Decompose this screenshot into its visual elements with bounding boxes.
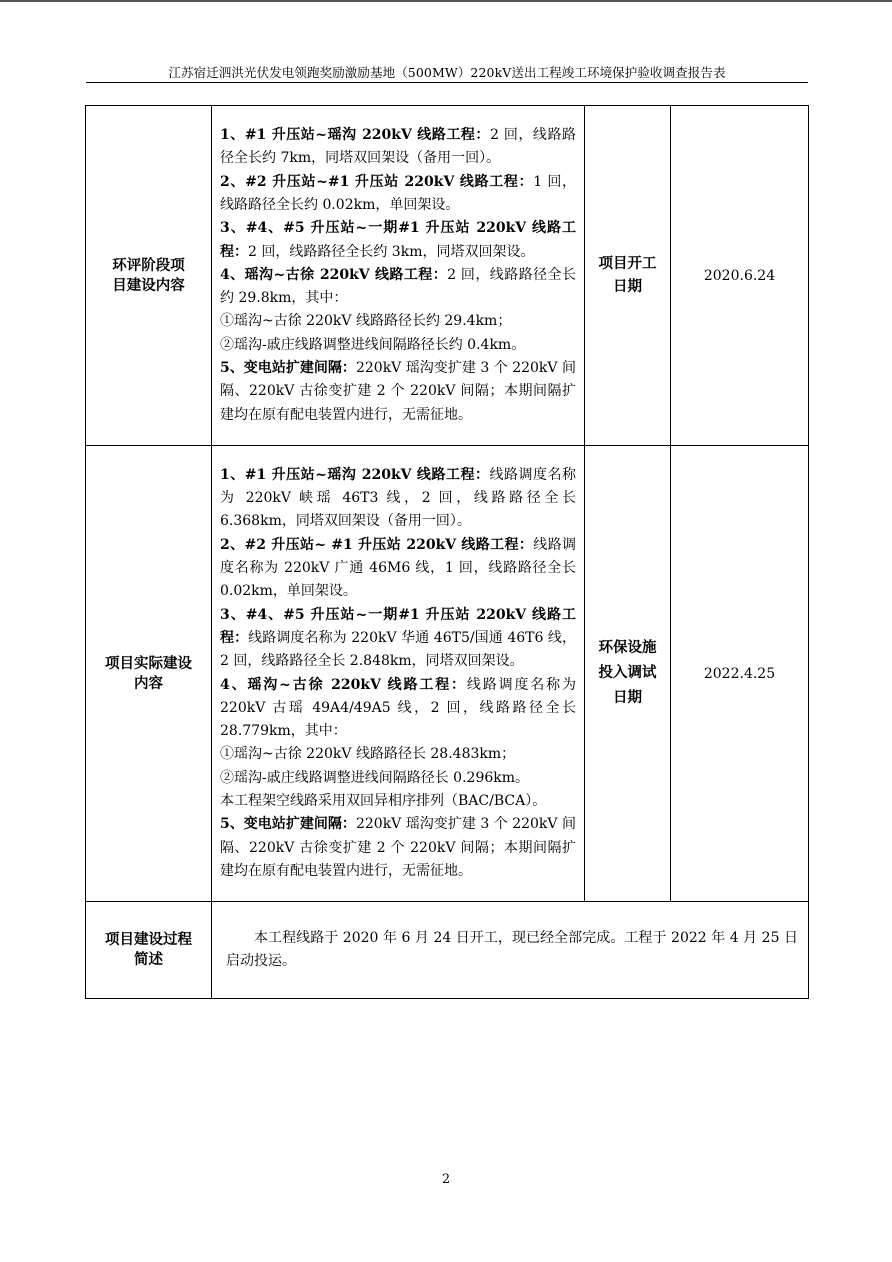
actual-content — [220, 464, 576, 883]
content-paragraph — [220, 534, 576, 604]
content-paragraph — [220, 813, 576, 883]
process-summary: 本工程线路于 2020 年 6 月 24 日开工，现已经全部完成。工程于 2022 年 4 月 25 日启动投运。 — [212, 902, 809, 999]
content-paragraph — [220, 767, 576, 790]
process-label-cell — [86, 902, 212, 999]
item-title: 3、#4、#5 升压站~一期#1 升压站 220kV 线路工程： — [220, 220, 576, 260]
start-date-cell — [671, 106, 809, 446]
actual-label-cell — [86, 446, 212, 902]
start-date-value: 2020.6.24 — [703, 267, 776, 284]
eia-content-cell — [212, 106, 585, 446]
commission-date-value: 2022.4.25 — [703, 665, 776, 682]
item-text: 线路调度名称为 220kV 华通 46T5/国通 46T6 线，2 回，线路路径全长 2.848km，同塔双回架设。 — [220, 629, 577, 670]
item-text: ①瑶沟~古徐 220kV 线路路径长 28.483km； — [220, 746, 516, 763]
actual-label: 项目实际建设内容 — [105, 655, 192, 692]
content-paragraph — [220, 357, 576, 427]
content-paragraph — [220, 743, 576, 766]
item-text: 1 回，线路路径全长约 0.02km，单回架设。 — [220, 173, 577, 213]
item-title: 2、#2 升压站~#1 升压站 220kV 线路工程： — [220, 173, 534, 190]
content-paragraph — [220, 790, 576, 813]
item-title: 3、#4、#5 升压站~一期#1 升压站 220kV 线路工程： — [220, 606, 576, 646]
start-date-label-cell — [585, 106, 671, 446]
commission-date-label: 环保设施投入调试日期 — [598, 640, 657, 706]
header-rule — [86, 82, 808, 83]
start-date-label: 项目开工日期 — [598, 255, 657, 295]
content-paragraph — [220, 124, 576, 171]
content-paragraph — [220, 171, 576, 218]
item-text: 线路调度名称为 220kV 广通 46M6 线，1 回，线路路径全长 0.02km，单回架设。 — [220, 536, 577, 600]
item-title: 5、变电站扩建间隔： — [220, 360, 356, 377]
content-paragraph — [220, 310, 576, 333]
item-text: 本工程架空线路采用双回异相序排列（BAC/BCA）。 — [220, 792, 547, 809]
item-title: 2、#2 升压站~ #1 升压站 220kV 线路工程： — [220, 536, 534, 553]
item-text: 2 回，线路路径全长约 3km，同塔双回架设。 — [248, 243, 535, 260]
actual-content-cell — [212, 446, 585, 902]
eia-row — [86, 106, 809, 446]
page-number: 2 — [441, 1172, 451, 1187]
item-title: 4、瑶沟~古徐 220kV 线路工程： — [220, 676, 467, 693]
item-text: 220kV 瑶沟变扩建 3 个 220kV 间隔、220kV 古徐变扩建 2 个 220kV 间隔；本期间隔扩建均在原有配电装置内进行，无需征地。 — [220, 816, 576, 879]
actual-row — [86, 446, 809, 902]
content-paragraph — [220, 674, 576, 744]
item-title: 1、#1 升压站~瑶沟 220kV 线路工程： — [220, 127, 490, 144]
process-label: 项目建设过程简述 — [105, 932, 192, 968]
item-title: 4、瑶沟~古徐 220kV 线路工程： — [220, 266, 448, 283]
item-text: 2 回，线路路径全长约 29.8km，其中： — [220, 266, 576, 307]
item-title: 5、变电站扩建间隔： — [220, 816, 356, 833]
item-text: ②瑶沟-戚庄线路调整进线间隔路径长 0.296km。 — [220, 769, 530, 786]
content-paragraph — [220, 264, 576, 311]
content-paragraph — [220, 334, 576, 357]
commission-date-cell — [671, 446, 809, 902]
eia-content — [220, 124, 576, 427]
content-paragraph — [220, 464, 576, 534]
page-top-border — [0, 0, 892, 2]
item-text: ①瑶沟~古徐 220kV 线路路径长约 29.4km； — [220, 313, 512, 330]
item-text: 220kV 瑶沟变扩建 3 个 220kV 间隔、220kV 古徐变扩建 2 个 220kV 间隔；本期间隔扩建均在原有配电装置内进行，无需征地。 — [220, 360, 576, 423]
item-text: ②瑶沟-戚庄线路调整进线间隔路径长约 0.4km。 — [220, 336, 526, 353]
eia-label: 环评阶段项目建设内容 — [112, 257, 185, 294]
eia-label-cell — [86, 106, 212, 446]
item-text: 线路调度名称为 220kV 峡瑶 46T3 线，2 回，线路路径全长 6.368km，同塔双回架设（备用一回）。 — [220, 466, 577, 530]
process-row — [86, 902, 809, 999]
item-text: 2 回，线路路径全长约 7km，同塔双回架设（备用一回）。 — [220, 127, 576, 167]
report-table — [85, 105, 809, 999]
content-paragraph — [220, 604, 576, 674]
commission-date-label-cell — [585, 446, 671, 902]
item-title: 1、#1 升压站~瑶沟 220kV 线路工程： — [220, 466, 490, 483]
running-header: 江苏宿迁泗洪光伏发电领跑奖励激励基地（500MW）220kV送出工程竣工环境保护验收调查报告表 — [168, 65, 726, 80]
item-text: 线路调度名称为 220kV 古瑶 49A4/49A5 线，2 回，线路路径全长 28.779km，其中： — [220, 676, 577, 740]
content-paragraph — [220, 217, 576, 264]
